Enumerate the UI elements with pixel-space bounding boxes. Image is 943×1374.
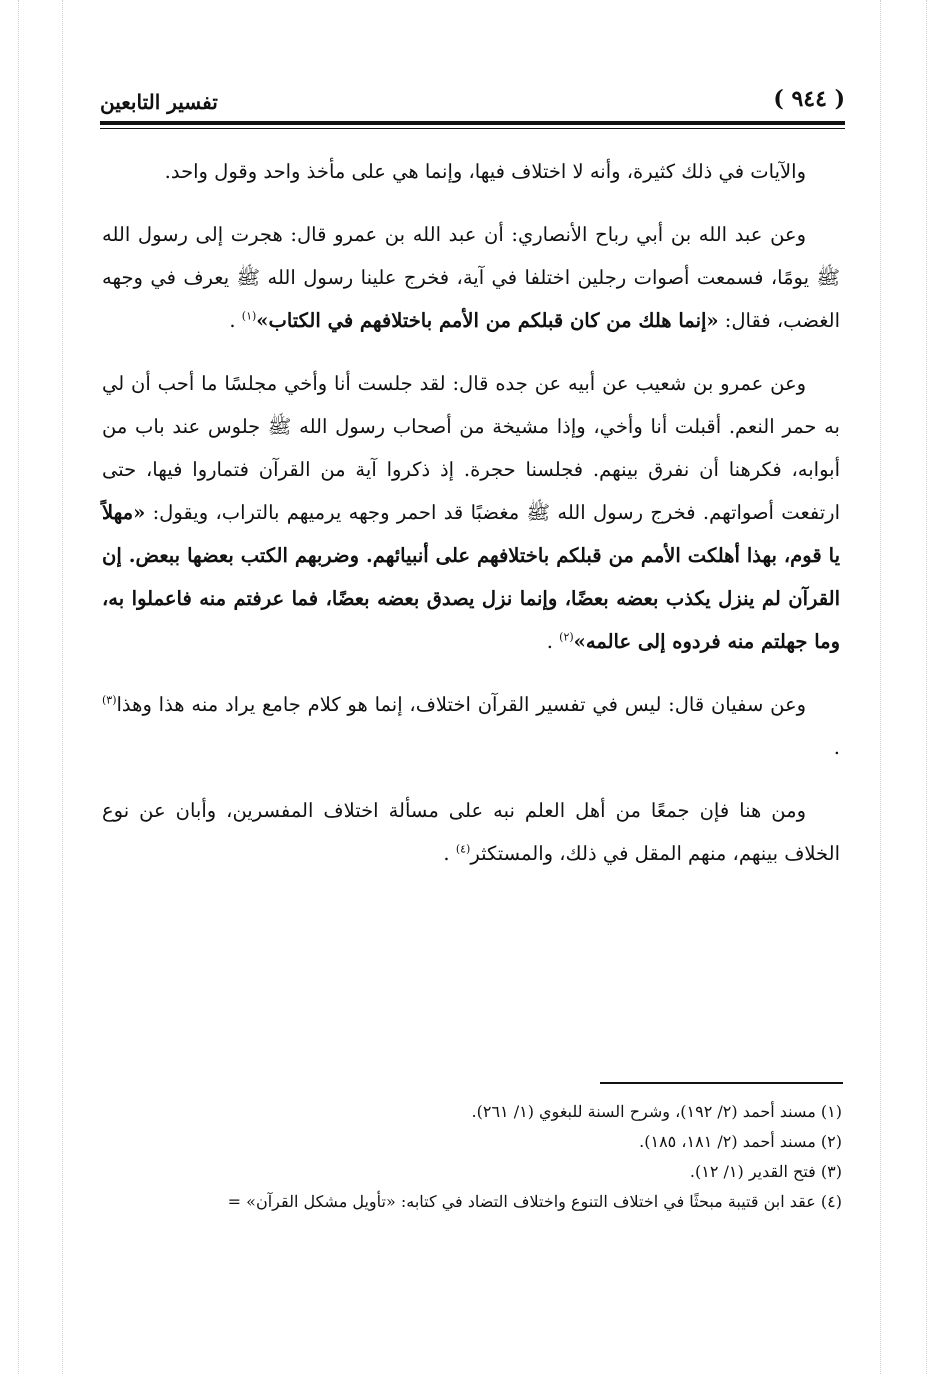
paragraph-2 <box>102 213 840 342</box>
footnote-ref: (١) <box>241 309 257 323</box>
hadith-quote: «إنما هلك من كان قبلكم من الأمم باختلافهم في الكتاب» <box>256 309 719 332</box>
paragraph-end: . <box>229 309 242 332</box>
paragraph-text: والآيات في ذلك كثيرة، وأنه لا اختلاف فيها، وإنما هي على مأخذ واحد وقول واحد. <box>164 160 806 183</box>
paragraph-1 <box>102 150 840 193</box>
scan-artifact-line <box>926 0 927 1374</box>
footnote-ref: (٣) <box>102 693 117 707</box>
header-rule-thin <box>100 128 845 129</box>
footnote-1: (١) مسند أحمد (٢/ ١٩٢)، وشرح السنة للبغوي (١/ ٢٦١). <box>471 1102 842 1121</box>
scan-artifact-line <box>18 0 19 1374</box>
paragraph-text: ومن هنا فإن جمعًا من أهل العلم نبه على مسألة اختلاف المفسرين، وأبان عن نوع الخلاف بينهم، منهم المقل في ذلك، والمستكثر <box>102 799 840 865</box>
scan-artifact-line <box>62 0 63 1374</box>
footnote-3: (٣) فتح القدير (١/ ١٢). <box>689 1162 842 1181</box>
paragraph-text: وعن عمرو بن شعيب عن أبيه عن جده قال: لقد جلست أنا وأخي مجلسًا ما أحب أن لي به حمر النعم. أقبلت أنا وأخي، وإذا مشيخة من أصحاب رسول الله ﷺ جلوس عند باب من أبوابه، فكرهنا أن نفرق بينهم. فجلسنا حجرة. إذ ذكروا آية من القرآن فتماروا فيها، حتى ارتفعت أصواتهم. فخرج رسول الله ﷺ مغضبًا قد احمر وجهه يرميهم بالتراب، ويقول: <box>102 372 840 524</box>
paragraph-end: . <box>546 630 560 653</box>
footnote-4: (٤) عقد ابن قتيبة مبحثًا في اختلاف التنوع واختلاف التضاد في كتابه: «تأويل مشكل القرآن» = <box>227 1192 842 1211</box>
page-number: ( ٩٤٤ ) <box>773 86 845 112</box>
paragraph-end: . <box>443 842 456 865</box>
footnote-ref: (٢) <box>559 630 574 644</box>
header-rule-thick <box>100 121 845 125</box>
paragraph-text: وعن عبد الله بن أبي رباح الأنصاري: أن عبد الله بن عمرو قال: هجرت إلى رسول الله ﷺ يومًا، فسمعت أصوات رجلين اختلفا في آية، فخرج علينا رسول الله ﷺ يعرف في وجهه الغضب، فقال: <box>102 223 840 332</box>
hadith-quote: «مهلاً يا قوم، بهذا أهلكت الأمم من قبلكم باختلافهم على أنبيائهم. وضربهم الكتب بعضها ببعض. إن القرآن لم ينزل يكذب بعضه بعضًا، وإنما نزل يصدق بعضه بعضًا، فما عرفتم منه فاعملوا به، وما جهلتم منه فردوه إلى عالمه» <box>102 501 840 653</box>
footnote-2: (٢) مسند أحمد (٢/ ١٨١، ١٨٥). <box>639 1132 842 1151</box>
footnote-ref: (٤) <box>455 842 471 856</box>
paragraph-4 <box>102 683 840 769</box>
main-text <box>102 150 840 895</box>
footnote-separator <box>600 1082 843 1084</box>
scan-artifact-line <box>880 0 881 1374</box>
paragraph-end: . <box>833 736 840 759</box>
footnotes <box>102 1097 842 1217</box>
paragraph-5 <box>102 789 840 875</box>
running-title: تفسير التابعين <box>100 90 218 114</box>
paragraph-text: وعن سفيان قال: ليس في تفسير القرآن اختلاف، إنما هو كلام جامع يراد منه هذا وهذا <box>116 693 806 716</box>
paragraph-3 <box>102 362 840 663</box>
page-header <box>100 86 845 120</box>
